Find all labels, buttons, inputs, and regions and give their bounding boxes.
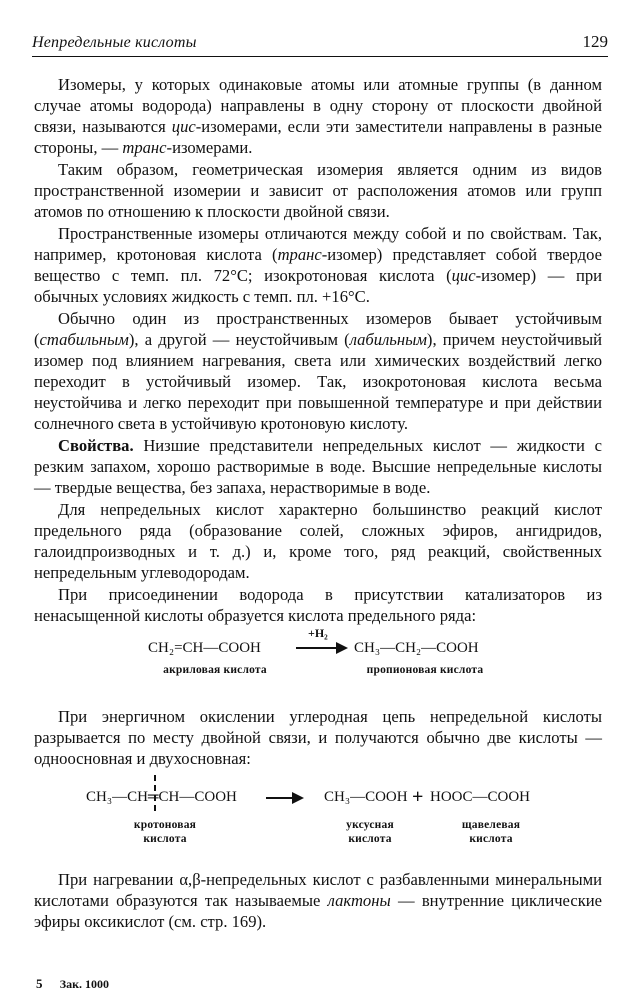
caption-crotonic-2: кислота: [143, 833, 187, 845]
plus-sign: +: [412, 786, 424, 808]
paragraph-properties: [34, 435, 602, 498]
italic-term: транс: [122, 138, 167, 157]
text-run: Пространственные изомеры отличаются между собой и по свойствам. Так, например, кротоновая кислота (: [34, 224, 602, 264]
paragraph-lactones: [34, 869, 602, 932]
text-run: ), причем неустойчивый изомер под влиянием нагревания, света или химических воздействий легко переходит в устойчивый изомер. Так, изокротоновая кислота весьма неустойчива и легко переходит при повышенной температуре и при действии солнечного света в устойчивую кротоновую кислоту.: [34, 330, 602, 433]
text-run: -изомерами, если эти заместители направлены в разные стороны, —: [34, 117, 602, 157]
formula-acetic-acid: CH₃—COOH: [324, 789, 408, 805]
italic-term: лактоны: [327, 891, 391, 910]
italic-term: транс: [277, 245, 322, 264]
reagent-h2: +H₂: [308, 626, 328, 640]
caption-crotonic-1: кротоновая: [133, 819, 197, 831]
text-run: При нагревании α,β-непредельных кислот с разбавленными минеральными кислотами образуются так называемые: [34, 870, 602, 910]
printer-signature: [36, 976, 109, 992]
caption-acetic-2: кислота: [348, 833, 392, 845]
running-title: Непредельные кислоты: [32, 34, 197, 51]
text-run: Изомеры, у которых одинаковые атомы или атомные группы (в данном случае атомы водорода) направлены в одну сторону от плоскости двойной связи, называются: [34, 75, 602, 136]
paragraph-reactions: Для непредельных кислот характерно большинство реакций кислот предельного ряда (образование солей, сложных эфиров, ангидридов, галоидпроизводных и т. д.) и, кроме того, ряд реакций, свойственных непредельным углеводородам.: [34, 500, 602, 582]
text-run: -изомерами.: [166, 138, 253, 157]
formula-oxalic-acid: HOOC—COOH: [430, 789, 531, 805]
paragraph-isomers-definition: [34, 74, 602, 158]
main-text: [34, 74, 602, 933]
running-header: [32, 30, 608, 57]
caption-acrylic-acid: акриловая кислота: [163, 664, 267, 676]
reaction-arrow: [296, 640, 348, 656]
caption-oxalic-2: кислота: [469, 833, 513, 845]
text-run: — внутренние циклические эфиры оксикислот (см. стр. 169).: [34, 891, 603, 931]
formula-crotonic-acid: CH₃—CH═CH—COOH: [86, 789, 237, 805]
italic-term: цис: [171, 117, 196, 136]
signature-number: 5: [36, 976, 43, 991]
text-run: ), а другой — неустойчивым (: [128, 330, 350, 349]
caption-propionic-acid: пропионовая кислота: [366, 664, 484, 676]
formula-acrylic-acid: CH₂=CH—COOH: [148, 640, 261, 656]
italic-term: лабильным: [349, 330, 427, 349]
page-number: 129: [582, 32, 608, 51]
formula-propionic-acid: CH₃—CH₂—COOH: [354, 640, 479, 656]
paragraph-geometric-isomerism: Таким образом, геометрическая изомерия является одним из видов пространственной изомерии и зависит от расположения атомов или групп атомов по отношению к плоскости двойной связи.: [34, 160, 602, 221]
paragraph-hydrogenation: При присоединении водорода в присутствии катализаторов из ненасыщенной кислоты образуется кислота предельного ряда:: [34, 585, 602, 625]
italic-term: стабильным: [39, 330, 129, 349]
order-number: Зак. 1000: [59, 977, 109, 991]
equation-hydrogenation: [34, 626, 602, 696]
caption-oxalic-1: щавелевая: [461, 819, 521, 831]
italic-term: цис: [451, 266, 476, 285]
paragraph-stability: [34, 308, 602, 434]
reaction-arrow: [266, 790, 304, 806]
section-heading: Свойства.: [58, 436, 134, 455]
equation-oxidation: [34, 775, 602, 859]
caption-acetic-1: уксусная: [346, 819, 394, 831]
paragraph-spatial-isomers: [34, 223, 602, 307]
text-run: -изомер) представляет собой твердое вещество с темп. пл. 72°С; изокротоновая кислота (: [34, 245, 602, 285]
text-run: Низшие представители непредельных кислот — жидкости с резким запахом, хорошо растворимые в воде. Высшие непредельные кислоты — твердые вещества, без запаха, нерастворимые в воде.: [34, 436, 602, 497]
text-run: Обычно один из пространственных изомеров бывает устойчивым (: [34, 309, 602, 349]
cleavage-mark: [154, 775, 156, 811]
text-run: -изомер) — при обычных условиях жидкость с темп. пл. +16°С.: [34, 266, 603, 306]
paragraph-oxidation: При энергичном окислении углеродная цепь непредельной кислоты разрывается по месту двойной связи, и получаются обычно две кислоты — одноосновная и двухосновная:: [34, 707, 602, 768]
